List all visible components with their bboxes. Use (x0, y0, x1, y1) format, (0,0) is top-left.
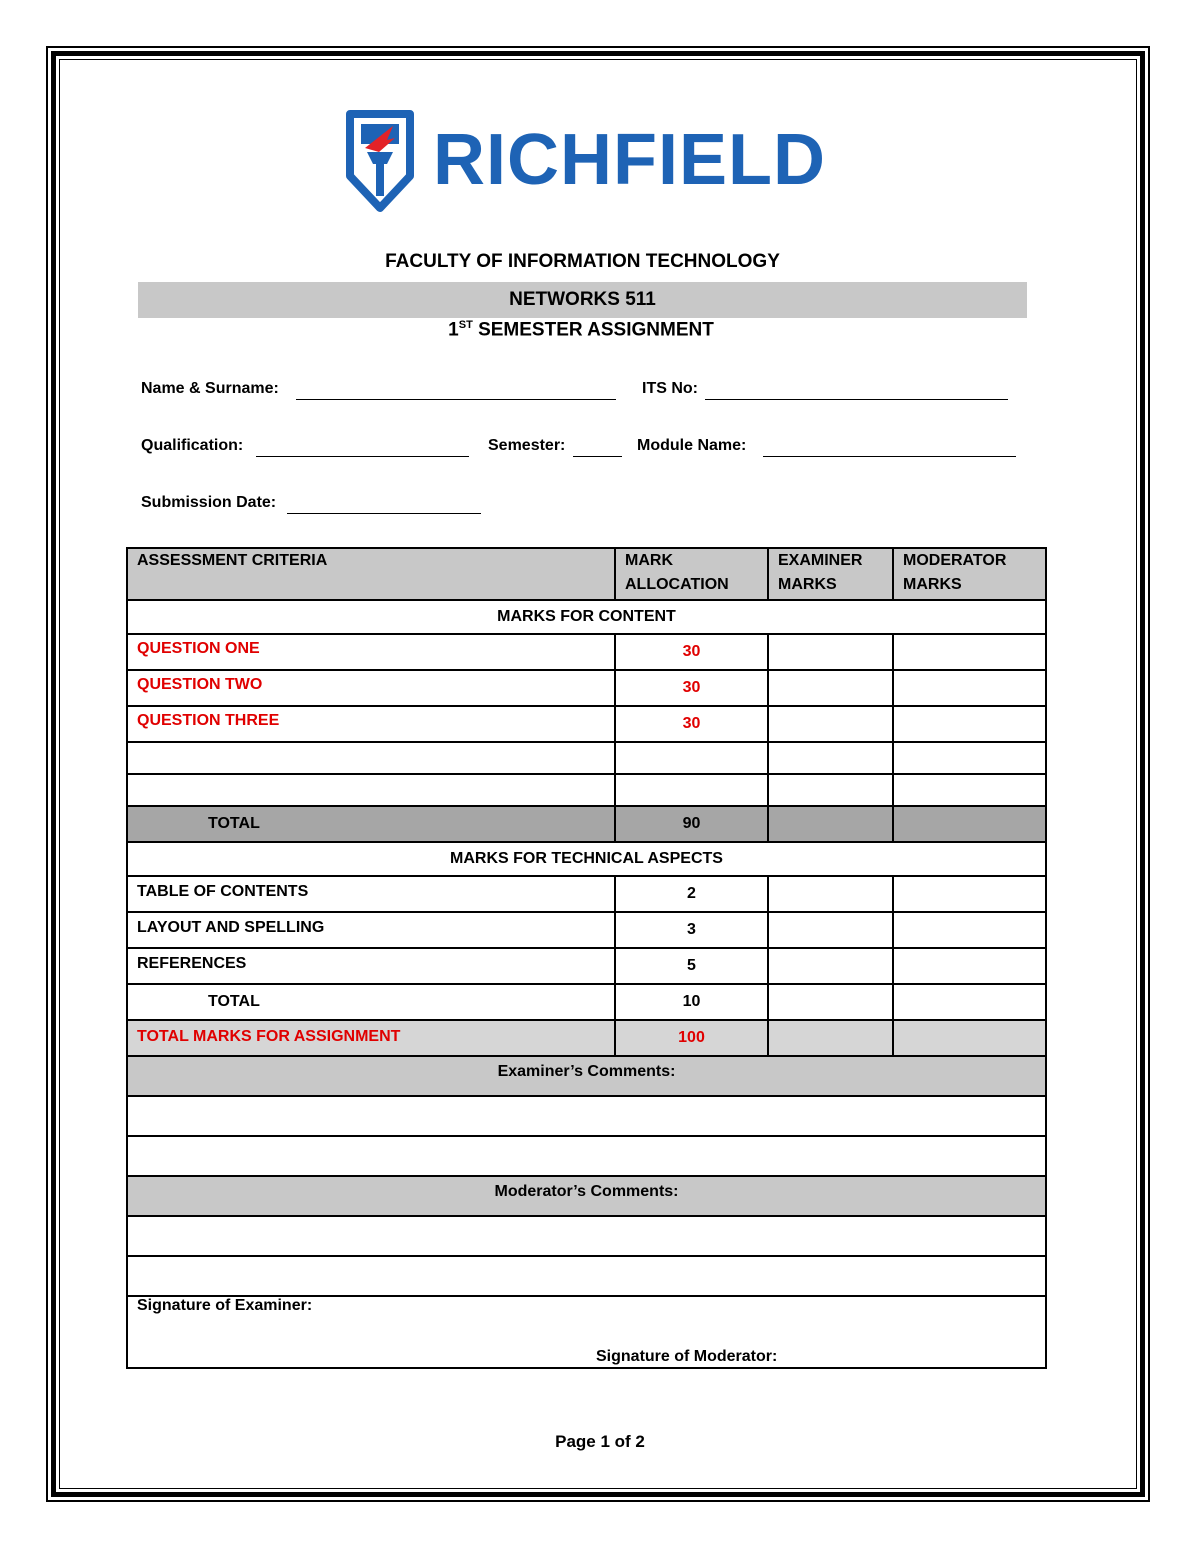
moderator-mark-cell[interactable] (893, 876, 1046, 912)
qualification-label: Qualification: (141, 437, 244, 454)
question-label: QUESTION ONE (127, 634, 615, 670)
examiner-comment-field[interactable] (127, 1096, 1046, 1136)
mark-allocation-header: MARK ALLOCATION (615, 548, 768, 600)
faculty-title: FACULTY OF INFORMATION TECHNOLOGY (385, 251, 780, 272)
signature-examiner-label: Signature of Examiner: (137, 1297, 313, 1314)
moderator-mark-cell[interactable] (893, 984, 1046, 1020)
content-total-value: 90 (615, 806, 768, 842)
semester-label: Semester: (488, 437, 566, 454)
moderator-grand-cell[interactable] (893, 1020, 1046, 1056)
examiner-mark-cell[interactable] (768, 634, 893, 670)
moderator-mark-cell[interactable] (893, 706, 1046, 742)
course-title: NETWORKS 511 (138, 282, 1027, 318)
moderator-comments-header-row (127, 1176, 1046, 1216)
its-no-field[interactable] (705, 399, 1008, 400)
submission-date-field[interactable] (287, 513, 481, 514)
table-row (127, 774, 1046, 806)
table-header-row (127, 548, 1046, 600)
examiner-mark-cell[interactable] (768, 912, 893, 948)
criteria-header: ASSESSMENT CRITERIA (127, 548, 615, 600)
name-surname-field[interactable] (296, 399, 616, 400)
moderator-comment-field[interactable] (127, 1256, 1046, 1296)
table-row (127, 948, 1046, 984)
module-name-field[interactable] (763, 456, 1016, 457)
examiner-marks-header: EXAMINER MARKS (768, 548, 893, 600)
technical-mark: 3 (615, 912, 768, 948)
moderator-comments-label: Moderator’s Comments: (127, 1176, 1046, 1216)
technical-label: REFERENCES (127, 948, 615, 984)
examiner-mark-cell[interactable] (768, 876, 893, 912)
content-section-title: MARKS FOR CONTENT (127, 600, 1046, 634)
examiner-mark-cell[interactable] (768, 706, 893, 742)
semester-field[interactable] (573, 456, 622, 457)
technical-mark: 2 (615, 876, 768, 912)
examiner-comment-field[interactable] (127, 1136, 1046, 1176)
question-mark: 30 (615, 670, 768, 706)
table-row (127, 912, 1046, 948)
assignment-title: 1ST SEMESTER ASSIGNMENT (448, 319, 714, 341)
empty-mark-cell (615, 774, 768, 806)
question-mark: 30 (615, 634, 768, 670)
examiner-mark-cell[interactable] (768, 984, 893, 1020)
technical-mark: 5 (615, 948, 768, 984)
table-row (127, 706, 1046, 742)
content-total-row (127, 806, 1046, 842)
technical-label: LAYOUT AND SPELLING (127, 912, 615, 948)
signature-moderator-label: Signature of Moderator: (596, 1348, 778, 1365)
moderator-comment-line (127, 1216, 1046, 1256)
examiner-grand-cell[interactable] (768, 1020, 893, 1056)
grand-total-label: TOTAL MARKS FOR ASSIGNMENT (127, 1020, 615, 1056)
examiner-mark-cell[interactable] (768, 774, 893, 806)
examiner-comment-line (127, 1096, 1046, 1136)
moderator-comment-line (127, 1256, 1046, 1296)
submission-date-label: Submission Date: (141, 494, 277, 511)
question-mark: 30 (615, 706, 768, 742)
examiner-mark-cell[interactable] (768, 948, 893, 984)
technical-total-row (127, 984, 1046, 1020)
moderator-comment-field[interactable] (127, 1216, 1046, 1256)
content-total-label: TOTAL (127, 806, 615, 842)
moderator-marks-header: MODERATOR MARKS (893, 548, 1046, 600)
grand-total-row (127, 1020, 1046, 1056)
examiner-comments-header-row (127, 1056, 1046, 1096)
shield-torch-icon (345, 110, 415, 214)
moderator-mark-cell[interactable] (893, 742, 1046, 774)
table-row (127, 670, 1046, 706)
name-surname-label: Name & Surname: (141, 380, 279, 397)
module-name-label: Module Name: (637, 437, 747, 454)
technical-total-value: 10 (615, 984, 768, 1020)
examiner-comment-line (127, 1136, 1046, 1176)
empty-mark-cell (615, 742, 768, 774)
table-row (127, 742, 1046, 774)
content-section-row (127, 600, 1046, 634)
question-label: QUESTION TWO (127, 670, 615, 706)
page-number: Page 1 of 2 (555, 1432, 645, 1451)
table-row (127, 876, 1046, 912)
examiner-mark-cell[interactable] (768, 742, 893, 774)
moderator-total-cell[interactable] (893, 806, 1046, 842)
empty-criteria-cell (127, 742, 615, 774)
assessment-table (126, 547, 1047, 1369)
technical-label: TABLE OF CONTENTS (127, 876, 615, 912)
richfield-logo (345, 110, 826, 214)
grand-total-value: 100 (615, 1020, 768, 1056)
moderator-mark-cell[interactable] (893, 912, 1046, 948)
question-label: QUESTION THREE (127, 706, 615, 742)
examiner-total-cell[interactable] (768, 806, 893, 842)
table-row (127, 634, 1046, 670)
examiner-comments-label: Examiner’s Comments: (127, 1056, 1046, 1096)
empty-criteria-cell (127, 774, 615, 806)
signature-row (127, 1296, 1046, 1368)
logo-wordmark: RICHFIELD (433, 120, 826, 200)
signature-cell[interactable] (127, 1296, 1046, 1368)
moderator-mark-cell[interactable] (893, 634, 1046, 670)
technical-section-row (127, 842, 1046, 876)
technical-total-label: TOTAL (127, 984, 615, 1020)
technical-section-title: MARKS FOR TECHNICAL ASPECTS (127, 842, 1046, 876)
qualification-field[interactable] (256, 456, 469, 457)
moderator-mark-cell[interactable] (893, 670, 1046, 706)
moderator-mark-cell[interactable] (893, 774, 1046, 806)
its-no-label: ITS No: (642, 380, 698, 397)
moderator-mark-cell[interactable] (893, 948, 1046, 984)
examiner-mark-cell[interactable] (768, 670, 893, 706)
